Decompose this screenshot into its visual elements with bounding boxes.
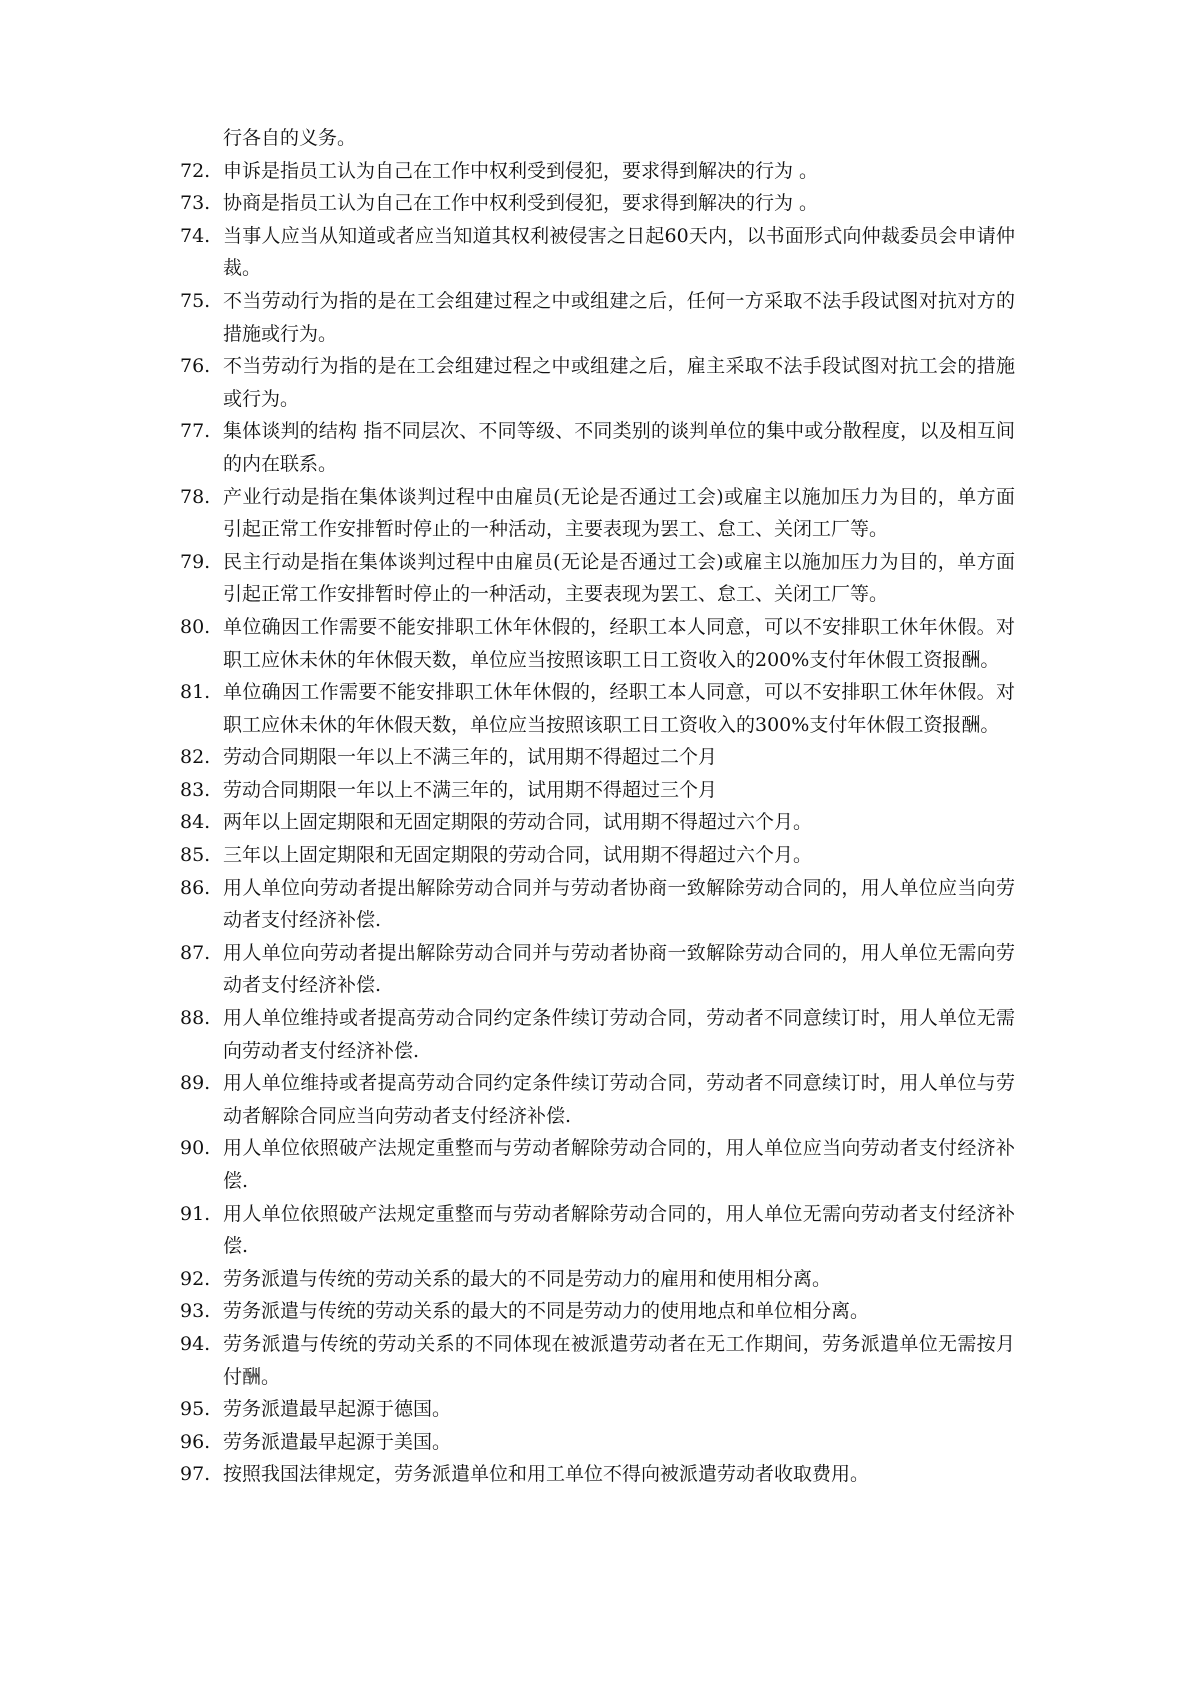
item-number: 79.	[180, 550, 211, 573]
item-text: 三年以上固定期限和无固定期限的劳动合同，试用期不得超过六个月。	[223, 844, 813, 867]
item-text: 不当劳动行为指的是在工会组建过程之中或组建之后，雇主采取不法手段试图对抗工会的措施或行为。	[223, 355, 1015, 410]
continuation-text: 行各自的义务。	[223, 127, 357, 149]
item-text: 用人单位维持或者提高劳动合同约定条件续订劳动合同，劳动者不同意续订时，用人单位与劳动者解除合同应当向劳动者支付经济补偿.	[223, 1072, 1015, 1127]
question-list	[180, 155, 1015, 1491]
list-item	[180, 155, 1015, 188]
item-number: 86.	[180, 876, 211, 899]
list-item	[180, 1458, 1015, 1491]
list-item	[180, 1198, 1015, 1263]
item-text: 用人单位依照破产法规定重整而与劳动者解除劳动合同的，用人单位无需向劳动者支付经济补偿.	[223, 1202, 1015, 1258]
item-text: 单位确因工作需要不能安排职工休年休假的，经职工本人同意，可以不安排职工休年休假。对职工应休未休的年休假天数，单位应当按照该职工日工资收入的300%支付年休假工资报酬。	[223, 681, 1015, 736]
item-number: 88.	[180, 1007, 211, 1030]
item-text: 劳动合同期限一年以上不满三年的，试用期不得超过三个月	[223, 778, 718, 801]
item-text: 不当劳动行为指的是在工会组建过程之中或组建之后，任何一方采取不法手段试图对抗对方的措施或行为。	[223, 289, 1015, 345]
item-text: 劳动合同期限一年以上不满三年的，试用期不得超过二个月	[223, 746, 718, 769]
item-text: 产业行动是指在集体谈判过程中由雇员(无论是否通过工会)或雇主以施加压力为目的，单方面引起正常工作安排暂时停止的一种活动，主要表现为罢工、怠工、关闭工厂等。	[223, 485, 1015, 541]
item-number: 76.	[180, 355, 211, 378]
list-item	[180, 1393, 1015, 1426]
item-number: 91.	[180, 1202, 211, 1225]
list-item	[180, 937, 1015, 1002]
item-text: 集体谈判的结构 指不同层次、不同等级、不同类别的谈判单位的集中或分散程度，以及相互间的内在联系。	[223, 420, 1015, 475]
list-item	[180, 1295, 1015, 1328]
list-item	[180, 285, 1015, 350]
list-item	[180, 806, 1015, 839]
item-text: 劳务派遣与传统的劳动关系的最大的不同是劳动力的雇用和使用相分离。	[223, 1267, 832, 1290]
item-number: 78.	[180, 485, 211, 508]
item-number: 82.	[180, 746, 211, 769]
document-body	[180, 122, 1015, 1491]
item-text: 用人单位向劳动者提出解除劳动合同并与劳动者协商一致解除劳动合同的，用人单位应当向劳动者支付经济补偿.	[223, 876, 1015, 932]
item-number: 85.	[180, 844, 211, 867]
item-number: 83.	[180, 778, 211, 801]
item-number: 90.	[180, 1137, 211, 1160]
list-item	[180, 1328, 1015, 1393]
list-item	[180, 1132, 1015, 1197]
item-number: 73.	[180, 192, 211, 215]
item-text: 单位确因工作需要不能安排职工休年休假的，经职工本人同意，可以不安排职工休年休假。对职工应休未休的年休假天数，单位应当按照该职工日工资收入的200%支付年休假工资报酬。	[223, 615, 1015, 671]
item-number: 87.	[180, 941, 211, 964]
item-text: 按照我国法律规定，劳务派遣单位和用工单位不得向被派遣劳动者收取费用。	[223, 1463, 870, 1486]
item-number: 92.	[180, 1267, 211, 1290]
item-number: 74.	[180, 224, 211, 247]
item-text: 用人单位依照破产法规定重整而与劳动者解除劳动合同的，用人单位应当向劳动者支付经济补偿.	[223, 1137, 1015, 1192]
list-item	[180, 872, 1015, 937]
list-item	[180, 774, 1015, 807]
item-text: 劳务派遣与传统的劳动关系的最大的不同是劳动力的使用地点和单位相分离。	[223, 1300, 870, 1323]
list-item	[180, 220, 1015, 285]
item-text: 用人单位维持或者提高劳动合同约定条件续订劳动合同，劳动者不同意续订时，用人单位无需向劳动者支付经济补偿.	[223, 1007, 1015, 1062]
item-text: 协商是指员工认为自己在工作中权利受到侵犯，要求得到解决的行为 。	[223, 192, 819, 215]
item-number: 75.	[180, 289, 211, 312]
list-item	[180, 415, 1015, 480]
item-text: 民主行动是指在集体谈判过程中由雇员(无论是否通过工会)或雇主以施加压力为目的，单方面引起正常工作安排暂时停止的一种活动，主要表现为罢工、怠工、关闭工厂等。	[223, 550, 1015, 606]
list-item	[180, 1263, 1015, 1296]
item-number: 95.	[180, 1398, 211, 1421]
list-item	[180, 1002, 1015, 1067]
item-number: 93.	[180, 1300, 211, 1323]
item-number: 94.	[180, 1332, 211, 1355]
list-item	[180, 1067, 1015, 1132]
item-number: 80.	[180, 615, 211, 638]
list-item	[180, 741, 1015, 774]
item-number: 96.	[180, 1430, 211, 1453]
item-text: 当事人应当从知道或者应当知道其权利被侵害之日起60天内，以书面形式向仲裁委员会申请仲裁。	[223, 224, 1015, 280]
item-number: 89.	[180, 1072, 211, 1095]
item-number: 84.	[180, 811, 211, 834]
item-number: 77.	[180, 420, 211, 443]
item-text: 劳务派遣与传统的劳动关系的不同体现在被派遣劳动者在无工作期间，劳务派遣单位无需按月付酬。	[223, 1332, 1015, 1388]
item-number: 72.	[180, 159, 211, 182]
list-item	[180, 611, 1015, 676]
item-number: 97.	[180, 1463, 211, 1486]
item-text: 劳务派遣最早起源于美国。	[223, 1430, 452, 1453]
list-item	[180, 839, 1015, 872]
item-text: 申诉是指员工认为自己在工作中权利受到侵犯，要求得到解决的行为 。	[223, 159, 819, 182]
list-item	[180, 481, 1015, 546]
list-item	[180, 1426, 1015, 1459]
item-number: 81.	[180, 681, 211, 704]
list-item	[180, 546, 1015, 611]
list-item	[180, 676, 1015, 741]
item-text: 两年以上固定期限和无固定期限的劳动合同，试用期不得超过六个月。	[223, 811, 813, 834]
item-text: 用人单位向劳动者提出解除劳动合同并与劳动者协商一致解除劳动合同的，用人单位无需向劳动者支付经济补偿.	[223, 941, 1015, 997]
item-text: 劳务派遣最早起源于德国。	[223, 1398, 452, 1421]
list-item	[180, 187, 1015, 220]
list-item	[180, 350, 1015, 415]
